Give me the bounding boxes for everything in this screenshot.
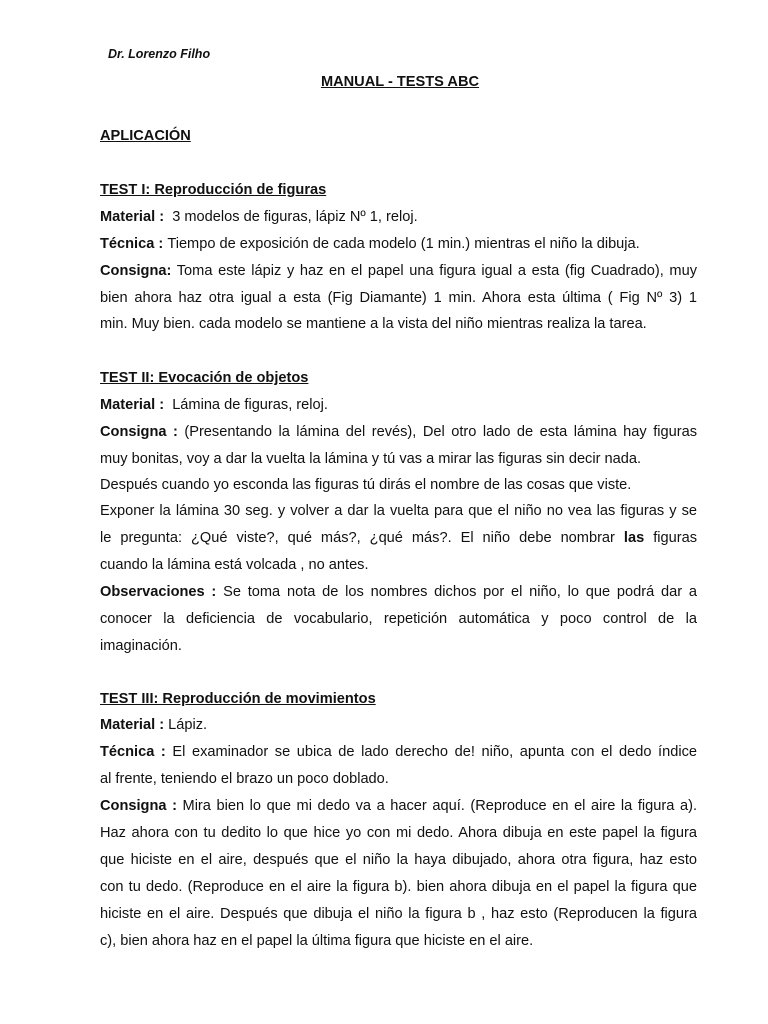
test1-consigna-line: min. Muy bien. cada modelo se mantiene a la vista del niño mientras realiza la tarea. (100, 316, 647, 332)
test2-consigna-line (100, 423, 697, 441)
consigna-text: (Presentando la lámina del revés), Del otro lado de esta lámina hay figuras (184, 424, 698, 440)
document-title: MANUAL - TESTS ABC (320, 74, 480, 90)
test3-consigna-line: c), bien ahora haz en el papel la última figura que hiciste en el aire. (100, 933, 534, 949)
consigna-text: le pregunta: ¿Qué viste?, qué más?, ¿qué más?. El niño debe nombrar (100, 530, 615, 546)
consigna-label: Consigna : (100, 798, 177, 814)
test2-observaciones-line: imaginación. (100, 638, 182, 654)
test2-consigna-line: muy bonitas, voy a dar la vuelta la lámina y tú vas a mirar las figuras sin decir nada. (100, 451, 642, 467)
material-text: Lámina de figuras, reloj. (172, 397, 328, 413)
test3-consigna-line: que hiciste en el aire, después que el niño la haya dibujado, ahora otra figura, haz esto (100, 852, 697, 868)
consigna-text: Mira bien lo que mi dedo va a hacer aquí. (Reproduce en el aire la figura a). (182, 798, 697, 814)
test3-consigna-line: Haz ahora con tu dedito lo que hice yo con mi dedo. Ahora dibuja en este papel la figura (100, 825, 697, 841)
test3-consigna-line (100, 797, 697, 815)
test3-tecnica-line (100, 743, 697, 761)
test1-tecnica (100, 235, 640, 253)
test2-heading: TEST II: Evocación de objetos (100, 370, 309, 386)
test2-consigna-line: cuando la lámina está volcada , no antes. (100, 557, 369, 573)
consigna-text: Toma este lápiz y haz en el papel una figura igual a esta (fig Cuadrado), muy (176, 263, 697, 279)
test1-consigna-line: bien ahora haz otra igual a esta (Fig Diamante) 1 min. Ahora esta última ( Fig Nº 3) 1 (100, 290, 697, 306)
test2-observaciones-line (100, 583, 697, 601)
tecnica-label: Técnica : (100, 744, 166, 760)
test3-consigna-line: con tu dedo. (Reproduce en el aire la figura b). bien ahora dibuja en el papel la figura que (100, 879, 697, 895)
material-label: Material : (100, 397, 165, 413)
material-text: Lápiz. (168, 717, 208, 733)
test3-tecnica-line: al frente, teniendo el brazo un poco doblado. (100, 771, 389, 787)
tecnica-label: Técnica : (100, 236, 164, 252)
test2-observaciones-line: conocer la deficiencia de vocabulario, repetición automática y poco control de la (100, 611, 697, 627)
test2-consigna-line (100, 529, 697, 547)
tecnica-text: El examinador se ubica de lado derecho de! niño, apunta con el dedo índice (172, 744, 697, 760)
observaciones-text: Se toma nota de los nombres dichos por el niño, lo que podrá dar a (223, 584, 698, 600)
observaciones-label: Observaciones : (100, 584, 217, 600)
bold-word: las (623, 530, 645, 546)
consigna-label: Consigna : (100, 424, 178, 440)
test3-heading: TEST III: Reproducción de movimientos (100, 691, 376, 707)
consigna-text: figuras (653, 530, 697, 546)
test1-material (100, 208, 418, 226)
test3-material (100, 716, 207, 734)
test2-material (100, 396, 328, 414)
author-name: Dr. Lorenzo Filho (108, 47, 211, 61)
test3-consigna-line: hiciste en el aire. Después que dibuja el niño la figura b , haz esto (Reproducen la figura (100, 906, 697, 922)
test1-consigna-line (100, 262, 697, 280)
tecnica-text: Tiempo de exposición de cada modelo (1 min.) mientras el niño la dibuja. (167, 236, 640, 252)
material-text: 3 modelos de figuras, lápiz Nº 1, reloj. (172, 209, 418, 225)
material-label: Material : (100, 209, 165, 225)
test2-consigna-line: Después cuando yo esconda las figuras tú dirás el nombre de las cosas que viste. (100, 477, 632, 493)
material-label: Material : (100, 717, 165, 733)
test1-heading: TEST I: Reproducción de figuras (100, 182, 327, 198)
section-heading: APLICACIÓN (100, 128, 191, 144)
consigna-label: Consigna: (100, 263, 172, 279)
test2-consigna-line: Exponer la lámina 30 seg. y volver a dar la vuelta para que el niño no vea las figuras y se (100, 503, 697, 519)
